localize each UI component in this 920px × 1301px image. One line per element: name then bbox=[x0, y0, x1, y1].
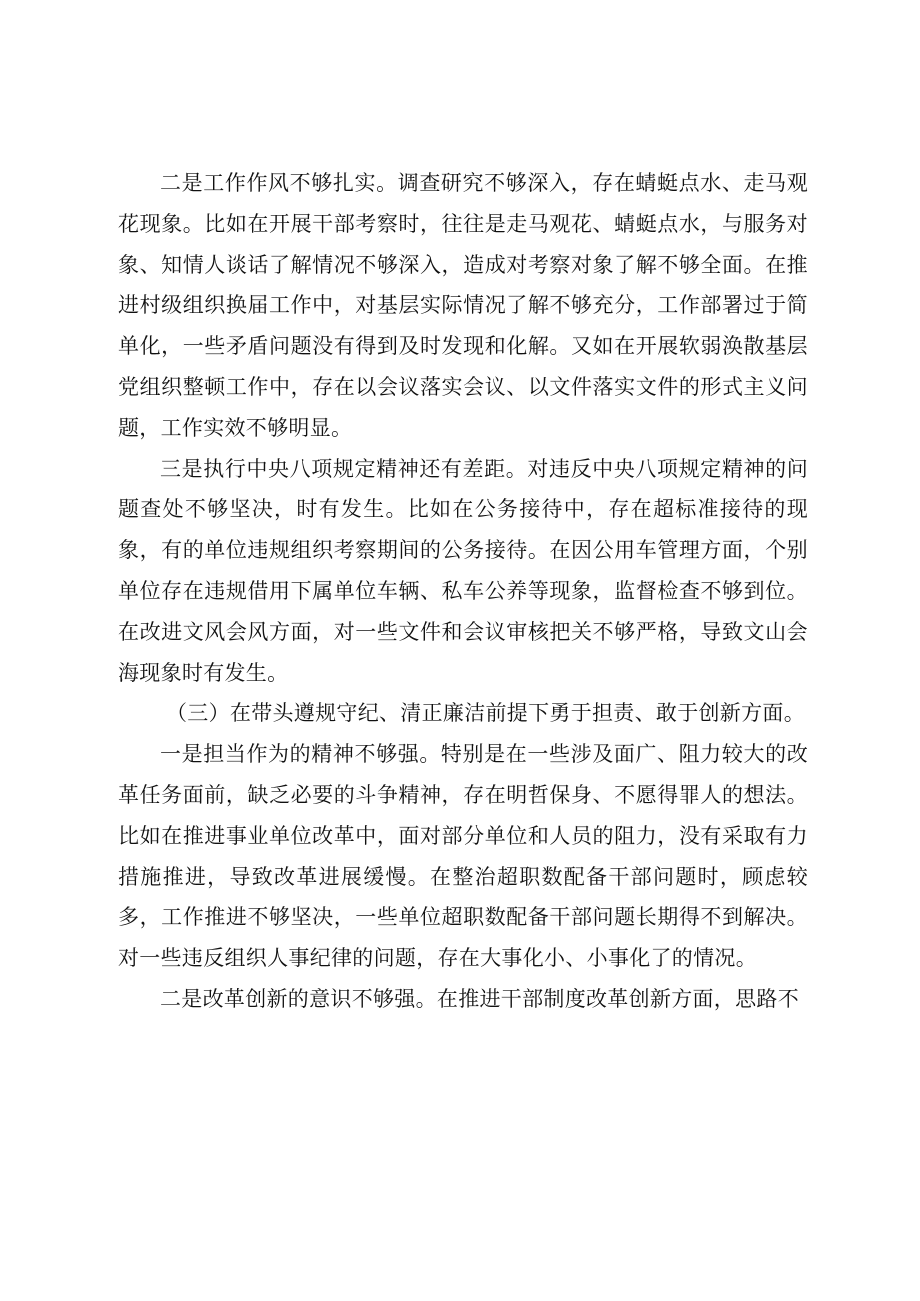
paragraph-responsibility: 一是担当作为的精神不够强。特别是在一些涉及面广、阻力较大的改革任务面前，缺乏必要的斗争精神，存在明哲保身、不愿得罪人的想法。比如在推进事业单位改革中，面对部分单位和人员的阻力，没有采取有力措施推进，导致改革进展缓慢。在整治超职数配备干部问题时，顾虑较多，工作推进不够坚决，一些单位超职数配备干部问题长期得不到解决。对一些违反组织人事纪律的问题，存在大事化小、小事化了的情况。 bbox=[118, 742, 808, 971]
paragraph-innovation: 二是改革创新的意识不够强。在推进干部制度改革创新方面，思路不 bbox=[160, 986, 799, 1011]
section-heading-3: （三）在带头遵规守纪、清正廉洁前提下勇于担责、敢于创新方面。 bbox=[166, 701, 805, 726]
paragraph-eight-rules: 三是执行中央八项规定精神还有差距。对违反中央八项规定精神的问题查处不够坚决，时有发生。比如在公务接待中，存在超标准接待的现象，有的单位违规组织考察期间的公务接待。在因公用车管理方面，个别单位存在违规借用下属单位车辆、私车公养等现象，监督检查不够到位。在改进文风会风方面，对一些文件和会议审核把关不够严格，导致文山会海现象时有发生。 bbox=[118, 456, 808, 685]
paragraph-work-style: 二是工作作风不够扎实。调查研究不够深入，存在蜻蜓点水、走马观花现象。比如在开展干部考察时，往往是走马观花、蜻蜓点水，与服务对象、知情人谈话了解情况不够深入，造成对考察对象了解不够全面。在推进村级组织换届工作中，对基层实际情况了解不够充分，工作部署过于简单化，一些矛盾问题没有得到及时发现和化解。又如在开展软弱涣散基层党组织整顿工作中，存在以会议落实会议、以文件落实文件的形式主义问题，工作实效不够明显。 bbox=[118, 171, 808, 440]
document-body bbox=[118, 163, 808, 1020]
